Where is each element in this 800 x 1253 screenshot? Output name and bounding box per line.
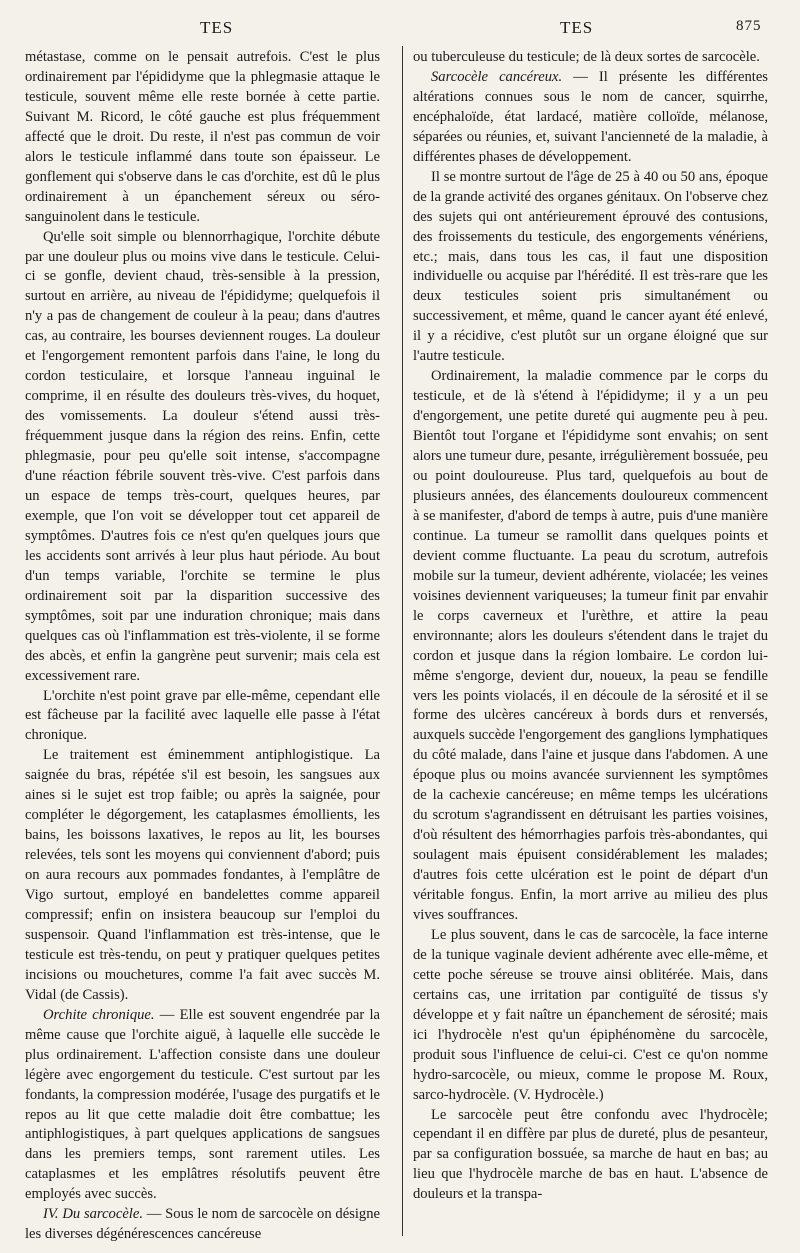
paragraph <box>25 1006 380 1206</box>
paragraph <box>25 48 380 228</box>
section-heading: IV. Du sarcocèle. <box>43 1206 143 1223</box>
paragraph <box>25 228 380 687</box>
paragraph <box>413 1106 768 1206</box>
left-column <box>25 48 380 1245</box>
paragraph <box>25 746 380 1005</box>
paragraph-text: Le sarcocèle peut être confondu avec l'hydrocèle; cependant il en diffère par plus de dureté, plus de pesanteur, par sa configuration bossuée, sa marche de haut en bas; au lieu que l'hydrocèle marche de bas en haut. L'absence de douleurs et la transpa- <box>413 1106 768 1203</box>
paragraph-text: ou tuberculeuse du testicule; de là deux sortes de sarcocèle. <box>413 49 760 65</box>
paragraph-text: — Il présente les différentes altérations connues sous le nom de cancer, squirrhe, encéphaloïde, état lardacé, matière colloïde, mélanose, séparées ou réunies, et, suivant l'ancienneté de la maladie, à différentes phases de développement. <box>413 68 768 165</box>
paragraph-text: L'orchite n'est point grave par elle-même, cependant elle est fâcheuse par la facilité avec laquelle elle passe à l'état chronique. <box>25 687 380 744</box>
paragraph-text: — Elle est souvent engendrée par la même cause que l'orchite aiguë, à laquelle elle succède le plus ordinairement. L'affection consiste dans une douleur légère avec engorgement du testicule. C'est surtout par les fondants, la compression modérée, l'usage des purgatifs et le repos au lit que cette maladie doit être combattue; les antiphlogistiques, à part quelques applications de sangsues dans les premiers temps, sont rarement utiles. Les cataplasmes et les emplâtres résolutifs peuvent être employés avec succès. <box>25 1006 381 1203</box>
paragraph <box>413 48 768 68</box>
paragraph <box>413 168 768 368</box>
paragraph <box>25 1205 380 1245</box>
section-heading: Sarcocèle cancéreux. <box>431 68 563 85</box>
paragraph <box>25 687 380 747</box>
paragraph-text: Le plus souvent, dans le cas de sarcocèle, la face interne de la tunique vaginale devient adhérente avec elle-même, et cette poche séreuse se trouve ainsi oblitérée. Mais, dans certains cas, une irritation par contiguïté de tissus s'y développe et y fait naître un épanchement de sérosité; mais ici l'hydrocèle n'est qu'un épiphénomène du sarcocèle, produit sous l'influence de celui-ci. C'est ce qu'on nomme hydro-sarcocèle, ou mieux, comme le propose M. Roux, sarco-hydrocèle. (V. Hydrocèle.) <box>413 926 768 1103</box>
section-heading: Orchite chronique. <box>43 1006 155 1023</box>
paragraph <box>413 367 768 926</box>
paragraph-text: Il se montre surtout de l'âge de 25 à 40 ou 50 ans, époque de la grande activité des organes génitaux. On l'observe chez des sujets qui ont antérieurement éprouvé des contusions, des froissements du testicule, des engorgements vénériens, etc.; mais, dans tous les cas, il faut une disposition individuelle ou acquise par l'hérédité. Il est très-rare que les deux testicules soient pris simultanément ou successivement, et même, quand le cancer ayant été enlevé, il y a récidive, c'est plutôt sur un organe éloigné que sur l'autre testicule. <box>413 168 768 365</box>
paragraph-text: métastase, comme on le pensait autrefois. C'est le plus ordinairement par l'épididyme que la phlegmasie attaque le testicule, souvent même elle reste bornée à cette partie. Suivant M. Ricord, le côté gauche est plus fréquemment affecté que le droit. Du reste, il n'est pas commun de voir alors le testicule inflammé dans toute son épaisseur. Le gonflement qui s'observe dans le cas d'orchite, est dû le plus ordinairement à un épanchement séreux ou séro-sanguinolent dans le testicule. <box>25 49 380 225</box>
page-number: 875 <box>736 18 762 34</box>
paragraph <box>413 926 768 1106</box>
running-head-left: TES <box>200 18 234 37</box>
paragraph <box>413 68 768 168</box>
column-divider <box>402 46 403 1236</box>
paragraph-text: — Sous le nom de sarcocèle on désigne les diverses dégénérescences cancéreuse <box>25 1206 380 1243</box>
right-column <box>413 48 768 1205</box>
running-head <box>0 14 800 40</box>
paragraph-text: Le traitement est éminemment antiphlogistique. La saignée du bras, répétée s'il est besoin, les sangsues aux aines si le sujet est trop faible; ou après la saignée, pour compléter le dégorgement, les cataplasmes émollients, les bains, les boissons laxatives, le repos au lit, les bourses relevées, tels sont les moyens qui conviennent d'abord; puis on aura recours aux pommades fondantes, à l'emplâtre de Vigo surtout, employé en bandelettes comme appareil compressif; enfin on insistera beaucoup sur l'emploi du suspensoir. Quand l'inflammation est très-intense, que le testicule est très-tendu, on peut y pratiquer quelques petites incisions ou mouchetures, comme l'a fait avec succès M. Vidal (de Cassis). <box>25 747 380 1003</box>
running-head-right: TES <box>560 18 594 37</box>
paragraph-text: Qu'elle soit simple ou blennorrhagique, l'orchite débute par une douleur plus ou moins vive dans le testicule. Celui-ci se gonfle, devient chaud, très-sensible à la pression, surtout en arrière, au niveau de l'épididyme; quelquefois il n'y a pas de changement de couleur à la peau; dans d'autres cas, au contraire, les bourses deviennent rouges. La douleur et l'engorgement remontent parfois dans l'aine, le long du cordon testiculaire, et lorsque l'anneau inguinal le comprime, il en résulte des douleurs très-vives, du hoquet, des vomissements. La douleur s'étend aussi très-fréquemment jusque dans la région des reins. Enfin, cette phlegmasie, pour peu qu'elle soit intense, s'accompagne d'une réaction fébrile souvent très-vive. C'est parfois dans un espace de temps très-court, quelques heures, par exemple, que l'on voit se développer tout cet appareil de symptômes. D'autres fois ce n'est qu'en quelques jours que les accidents sont arrivés à leur plus haut période. Au bout d'un temps variable, l'orchite se termine le plus ordinairement soit par la disparition successive des symptômes, soit par une induration chronique; mais dans quelques cas où l'inflammation est très-violente, il se forme des abcès, et enfin la gangrène peut survenir; mais cela est excessivement rare. <box>25 228 380 684</box>
paragraph-text: Ordinairement, la maladie commence par le corps du testicule, et de là s'étend à l'épididyme; il y a un peu d'engorgement, une petite dureté qui augmente peu à peu. Bientôt tout l'organe et l'épididyme sont envahis; on sent alors une tumeur dure, pesante, irrégulièrement bossuée, peu ou point douloureuse. Plus tard, quelquefois au bout de plusieurs années, des élancements douloureux commencent à se manifester, d'abord de temps à autre, puis d'une manière continue. La tumeur se ramollit dans quelques points et devient comme fluctuante. La peau du scrotum, autrefois mobile sur la tumeur, devient adhérente, violacée; les veines voisines deviennent variqueuses; la tumeur finit par envahir le corps caverneux et l'urèthre, et attire la peau environnante; alors les douleurs s'étendent dans le trajet du cordon et jusque dans la région lombaire. Le cordon lui-même s'engorge, devient dur, noueux, la peau se fendille vers les points violacés, il en découle de la sérosité et il se forme des ulcères cancéreux à bords durs et renversés, auxquels succède l'engorgement des ganglions lymphatiques du côté malade, dans l'aine et jusque dans l'abdomen. A une époque plus ou moins avancée surviennent les symptômes de la cachexie cancéreuse; en même temps les ulcérations du scrotum s'agrandissent en détruisant les parties voisines, d'où résultent des hémorrhagies parfois très-abondantes, qui soulagent mais épuisent considérablement les malades; d'autres fois cette ulcération est le point de départ d'un véritable fongus. Enfin, la mort arrive au milieu des plus vives souffrances. <box>413 368 768 923</box>
